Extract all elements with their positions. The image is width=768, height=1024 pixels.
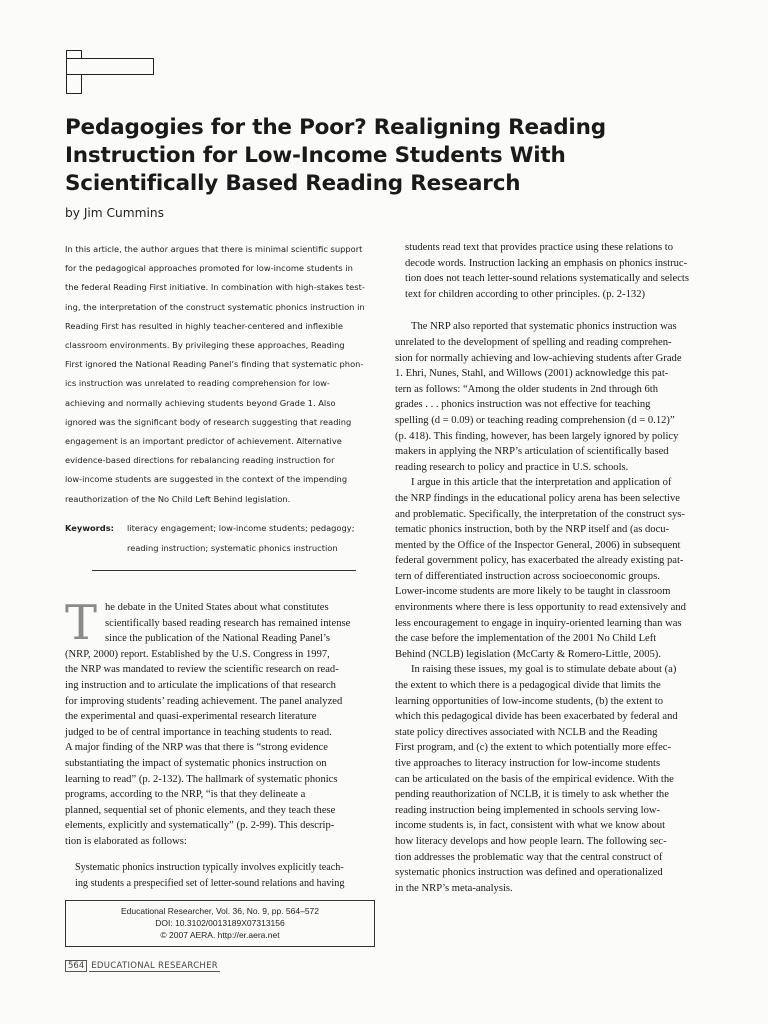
- body-line: (p. 418). This finding, however, has been largely ignored by policy: [395, 430, 679, 442]
- abstract-line: reauthorization of the No Child Left Behind legislation.: [65, 493, 291, 504]
- body-line: federal government policy, has exacerbated the already existing pat-: [395, 555, 684, 567]
- abstract-line: for the pedagogical approaches promoted for low-income students in: [65, 263, 353, 274]
- body-line: the experimental and quasi-experimental research literature: [65, 711, 317, 723]
- abstract-line: evidence-based directions for rebalancing reading instruction for: [65, 455, 335, 466]
- body-column-right: [395, 240, 708, 896]
- body-line: since the publication of the National Reading Panel’s: [105, 633, 331, 645]
- abstract-line: the federal Reading First initiative. In combination with high-stakes test-: [65, 282, 365, 293]
- quote-line: ing students a prespecified set of letter-sound relations and having: [75, 877, 345, 889]
- keywords-label: Keywords:: [65, 523, 114, 533]
- abstract-line: Reading First has resulted in highly teacher-centered and inflexible: [65, 320, 343, 331]
- body-line: judged to be of central importance in teaching students to read.: [65, 726, 332, 738]
- body-line: learning to read” (p. 2-132). The hallmark of systematic phonics: [65, 773, 338, 785]
- block-quote-right: [395, 240, 708, 302]
- quote-line: Systematic phonics instruction typically involves explicitly teach-: [75, 862, 344, 873]
- abstract-line: ing, the interpretation of the construct systematic phonics instruction in: [65, 301, 365, 312]
- body-line: scientifically based reading research has remained intense: [105, 617, 351, 629]
- abstract-line: classroom environments. By privileging these approaches, Reading: [65, 340, 345, 351]
- paragraph: [395, 475, 708, 662]
- body-line: programs, according to the NRP, “is that they delineate a: [65, 789, 306, 801]
- body-line: tion is elaborated as follows:: [65, 835, 187, 847]
- abstract-line: In this article, the author argues that there is minimal scientific support: [65, 244, 363, 254]
- journal-name: EDUCATIONAL RESEARCHER: [91, 960, 219, 971]
- body-line: sion for normally achieving and low-achieving students after Grade: [395, 352, 682, 364]
- keywords: [65, 519, 354, 558]
- body-line: environments where there is less opportunity to read extensively and: [395, 602, 686, 614]
- body-line: unrelated to the development of spelling and reading comprehen-: [395, 336, 672, 348]
- body-line: state policy directives associated with NCLB and the Reading: [395, 726, 658, 738]
- body-line: how literacy develops and how people learn. The following sec-: [395, 835, 667, 847]
- body-line: In raising these issues, my goal is to stimulate debate about (a): [411, 664, 677, 676]
- body-line: (NRP, 2000) report. Established by the U.S. Congress in 1997,: [65, 648, 330, 660]
- body-line: A major finding of the NRP was that there is “strong evidence: [65, 742, 328, 754]
- abstract-line: ics instruction was unrelated to reading comprehension for low-: [65, 378, 330, 389]
- body-line: learning opportunities of low-income students, (b) the extent to: [395, 695, 664, 707]
- article-title: [65, 114, 705, 198]
- body-column-left: [65, 595, 374, 850]
- abstract: [65, 240, 373, 509]
- body-line: makers in applying the NRP’s articulation of scientifically based: [395, 446, 669, 458]
- body-line: Lower-income students are more likely to be taught in classroom: [395, 586, 671, 598]
- body-line: for improving students’ reading achievement. The panel analyzed: [65, 695, 343, 707]
- body-line: in the NRP’s meta-analysis.: [395, 882, 513, 894]
- abstract-line: achieving and normally achieving students beyond Grade 1. Also: [65, 397, 336, 408]
- body-line: tern of differentiated instruction across socioeconomic groups.: [395, 570, 660, 582]
- body-line: substantiating the impact of systematic phonics instruction on: [65, 757, 327, 769]
- abstract-line: ignored was the significant body of research suggesting that reading: [65, 416, 352, 427]
- body-line: tion addresses the problematic way that the central construct of: [395, 851, 663, 863]
- page-number: 564: [65, 960, 87, 972]
- journal-logo-bar: [66, 58, 154, 75]
- body-line: First program, and (c) the extent to which potentially more effec-: [395, 742, 672, 754]
- body-line: the NRP findings in the educational policy arena has been selective: [395, 492, 680, 504]
- body-line: he debate in the United States about what constitutes: [105, 602, 329, 613]
- keywords-line: reading instruction; systematic phonics instruction: [127, 542, 338, 553]
- body-line: the case before the implementation of the 2001 No Child Left: [395, 633, 657, 645]
- citation-doi: DOI: 10.3102/0013189X07313156: [155, 917, 285, 928]
- body-line: 1. Ehri, Nunes, Stahl, and Willows (2001) acknowledge this pat-: [395, 368, 669, 380]
- body-line: elements, explicitly and systematically” (p. 2-99). This descrip-: [65, 820, 335, 832]
- drop-cap: T: [65, 595, 98, 651]
- body-line: mented by the Office of the Inspector General, 2006) in subsequent: [395, 539, 681, 551]
- body-line: Behind (NCLB) legislation (McCarty & Romero-Little, 2005).: [395, 648, 661, 660]
- abstract-line: First ignored the National Reading Panel’s finding that systematic phon-: [65, 359, 364, 370]
- section-divider: [92, 570, 356, 571]
- body-line: tive approaches to literacy instruction for low-income students: [395, 758, 661, 769]
- body-line: The NRP also reported that systematic phonics instruction was: [411, 321, 677, 333]
- citation-box: [65, 900, 375, 947]
- citation-journal: Educational Researcher, Vol. 36, No. 9, pp. 564–572: [121, 906, 319, 916]
- body-line: pending reauthorization of NCLB, it is timely to ask whether the: [395, 789, 669, 801]
- body-line: which this pedagogical divide has been exacerbated by federal and: [395, 711, 678, 723]
- body-line: systematic phonics instruction was defined and operationalized: [395, 867, 663, 879]
- block-quote-left: [75, 860, 375, 891]
- author-byline: by Jim Cummins: [65, 206, 164, 220]
- quote-line: decode words. Instruction lacking an emphasis on phonics instruc-: [405, 257, 688, 269]
- quote-line: tion does not teach letter-sound relations systematically and selects: [405, 273, 689, 285]
- body-line: less encouragement to engage in inquiry-oriented learning than was: [395, 617, 682, 629]
- body-line: tern as follows: “Among the older students in 2nd through 6th: [395, 383, 659, 395]
- title-line: Pedagogies for the Poor? Realigning Reading: [65, 115, 606, 140]
- keywords-line: literacy engagement; low-income students; pedagogy;: [127, 523, 355, 533]
- citation-copyright: © 2007 AERA. http://er.aera.net: [160, 929, 280, 940]
- title-line: Instruction for Low-Income Students With: [65, 143, 566, 168]
- body-line: I argue in this article that the interpretation and application of: [411, 477, 672, 489]
- body-line: the NRP was mandated to review the scientific research on read-: [65, 664, 339, 676]
- body-line: grades . . . phonics instruction was not effective for teaching: [395, 399, 651, 411]
- abstract-line: engagement is an important predictor of achievement. Alternative: [65, 436, 342, 447]
- body-line: income students is, in fact, consistent with what we know about: [395, 820, 666, 832]
- body-line: tematic phonics instruction, both by the NRP itself and (as docu-: [395, 524, 670, 536]
- quote-line: text for children according to other principles. (p. 2-132): [405, 288, 646, 300]
- body-line: ing instruction and to articulate the implications of that research: [65, 679, 336, 691]
- abstract-line: low-income students are suggested in the context of the impending: [65, 474, 348, 485]
- body-line: reading research to policy and practice in U.S. schools.: [395, 461, 629, 473]
- title-line: Scientifically Based Reading Research: [65, 171, 521, 196]
- paragraph: [395, 662, 708, 896]
- body-line: can be articulated on the basis of the empirical evidence. With the: [395, 773, 674, 785]
- paragraph: [395, 319, 708, 475]
- body-line: spelling (d = 0.09) or teaching reading comprehension (d = 0.12)”: [395, 414, 675, 426]
- body-line: reading instruction being implemented in schools serving low-: [395, 804, 661, 816]
- body-line: and problematic. Specifically, the interpretation of the construct sys-: [395, 508, 685, 520]
- page-footer: [65, 960, 220, 972]
- quote-line: students read text that provides practice using these relations to: [405, 242, 674, 253]
- body-line: the extent to which there is a pedagogical divide that limits the: [395, 680, 661, 692]
- body-line: planned, sequential set of phonic elements, and they teach these: [65, 804, 336, 816]
